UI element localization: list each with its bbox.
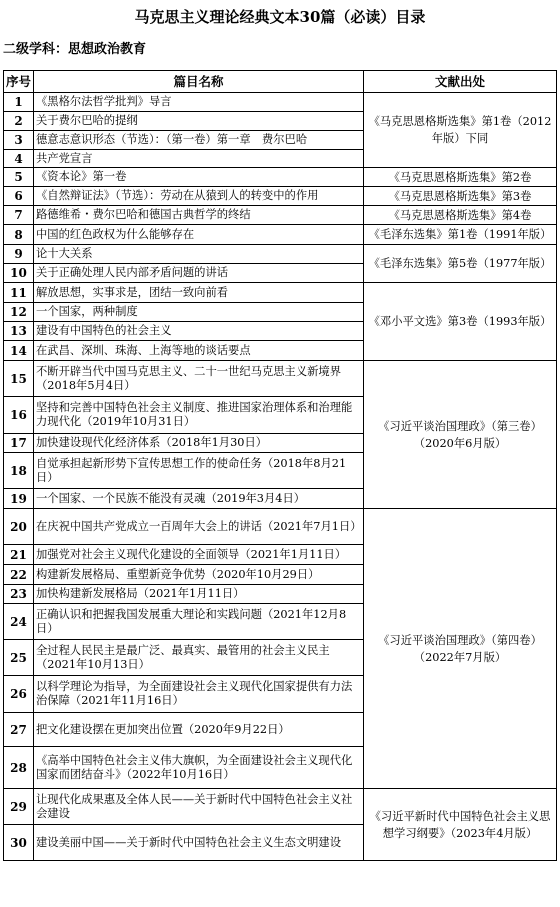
source-cell: 《习近平谈治国理政》（第四卷）（2022年7月版） — [364, 509, 557, 789]
table-row — [4, 206, 557, 225]
row-title: 自觉承担起新形势下宣传思想工作的使命任务（2018年8月21日） — [34, 453, 364, 489]
source-cell: 《马克思恩格斯选集》第1卷（2012年版）下同 — [364, 93, 557, 168]
table-row — [4, 168, 557, 187]
source-cell: 《邓小平文选》第3卷（1993年版） — [364, 283, 557, 361]
source-cell: 《习近平新时代中国特色社会主义思想学习纲要》（2023年4月版） — [364, 789, 557, 861]
row-num: 12 — [4, 303, 34, 322]
row-num: 10 — [4, 264, 34, 283]
row-title: 《资本论》第一卷 — [34, 168, 364, 187]
row-title: 加强党对社会主义现代化建设的全面领导（2021年1月11日） — [34, 545, 364, 565]
table-row — [4, 225, 557, 245]
source-cell: 《毛泽东选集》第1卷（1991年版） — [364, 225, 557, 245]
row-num: 13 — [4, 322, 34, 341]
source-cell: 《马克思恩格斯选集》第2卷 — [364, 168, 557, 187]
row-title: 坚持和完善中国特色社会主义制度、推进国家治理体系和治理能力现代化（2019年10月31日） — [34, 397, 364, 434]
row-num: 4 — [4, 150, 34, 168]
row-title: 不断开辟当代中国马克思主义、二十一世纪马克思主义新境界（2018年5月4日） — [34, 361, 364, 397]
row-num: 11 — [4, 283, 34, 303]
row-title: 在武昌、深圳、珠海、上海等地的谈话要点 — [34, 341, 364, 361]
row-title: 关于费尔巴哈的提纲 — [34, 112, 364, 131]
row-title: 中国的红色政权为什么能够存在 — [34, 225, 364, 245]
header-source: 文献出处 — [364, 71, 557, 93]
row-title: 让现代化成果惠及全体人民——关于新时代中国特色社会主义社会建设 — [34, 789, 364, 825]
row-num: 1 — [4, 93, 34, 112]
row-title: 加快建设现代化经济体系（2018年1月30日） — [34, 434, 364, 453]
discipline-subtitle: 二级学科：思想政治教育 — [3, 42, 147, 57]
row-num: 3 — [4, 131, 34, 150]
header-num: 序号 — [4, 71, 34, 93]
row-num: 5 — [4, 168, 34, 187]
row-num: 7 — [4, 206, 34, 225]
document-title: 马克思主义理论经典文本30篇（必读）目录 — [134, 8, 426, 26]
table-row — [4, 283, 557, 303]
row-title: 正确认识和把握我国发展重大理论和实践问题（2021年12月8日） — [34, 604, 364, 640]
row-title: 《自然辩证法》（节选）：劳动在从猿到人的转变中的作用 — [34, 187, 364, 206]
row-num: 9 — [4, 245, 34, 264]
row-num: 16 — [4, 397, 34, 434]
row-title: 建设美丽中国——关于新时代中国特色社会主义生态文明建设 — [34, 825, 364, 861]
catalog-table — [3, 70, 557, 861]
row-num: 26 — [4, 676, 34, 713]
row-num: 8 — [4, 225, 34, 245]
table-row — [4, 789, 557, 825]
row-title: 构建新发展格局、重塑新竞争优势（2020年10月29日） — [34, 565, 364, 585]
table-row — [4, 509, 557, 545]
row-title: 建设有中国特色的社会主义 — [34, 322, 364, 341]
source-cell: 《毛泽东选集》第5卷（1977年版） — [364, 245, 557, 283]
row-title: 加快构建新发展格局（2021年1月11日） — [34, 585, 364, 604]
row-num: 22 — [4, 565, 34, 585]
row-num: 30 — [4, 825, 34, 861]
row-title: 德意志意识形态（节选）：（第一卷）第一章 费尔巴哈 — [34, 131, 364, 150]
row-num: 28 — [4, 747, 34, 789]
row-num: 15 — [4, 361, 34, 397]
source-cell: 《马克思恩格斯选集》第4卷 — [364, 206, 557, 225]
row-num: 29 — [4, 789, 34, 825]
row-num: 14 — [4, 341, 34, 361]
row-title: 全过程人民民主是最广泛、最真实、最管用的社会主义民主（2021年10月13日） — [34, 640, 364, 676]
table-row — [4, 187, 557, 206]
row-title: 以科学理论为指导，为全面建设社会主义现代化国家提供有力法治保障（2021年11月16日） — [34, 676, 364, 713]
row-num: 27 — [4, 713, 34, 747]
table-row — [4, 361, 557, 397]
row-title: 关于正确处理人民内部矛盾问题的讲话 — [34, 264, 364, 283]
row-title: 在庆祝中国共产党成立一百周年大会上的讲话（2021年7月1日） — [34, 509, 364, 545]
row-num: 25 — [4, 640, 34, 676]
row-title: 《黑格尔法哲学批判》导言 — [34, 93, 364, 112]
row-title: 一个国家、一个民族不能没有灵魂（2019年3月4日） — [34, 489, 364, 509]
row-num: 23 — [4, 585, 34, 604]
row-title: 论十大关系 — [34, 245, 364, 264]
header-row — [4, 71, 557, 93]
source-cell: 《习近平谈治国理政》（第三卷）（2020年6月版） — [364, 361, 557, 509]
row-num: 20 — [4, 509, 34, 545]
row-num: 19 — [4, 489, 34, 509]
row-title: 路德维希・费尔巴哈和德国古典哲学的终结 — [34, 206, 364, 225]
row-num: 17 — [4, 434, 34, 453]
header-name: 篇目名称 — [34, 71, 364, 93]
row-title: 把文化建设摆在更加突出位置（2020年9月22日） — [34, 713, 364, 747]
row-title: 一个国家，两种制度 — [34, 303, 364, 322]
table-row — [4, 93, 557, 112]
row-num: 6 — [4, 187, 34, 206]
row-num: 2 — [4, 112, 34, 131]
row-title: 《高举中国特色社会主义伟大旗帜，为全面建设社会主义现代化国家而团结奋斗》（2022年10月16日） — [34, 747, 364, 789]
row-title: 共产党宣言 — [34, 150, 364, 168]
row-title: 解放思想，实事求是，团结一致向前看 — [34, 283, 364, 303]
row-num: 24 — [4, 604, 34, 640]
row-num: 18 — [4, 453, 34, 489]
source-cell: 《马克思恩格斯选集》第3卷 — [364, 187, 557, 206]
row-num: 21 — [4, 545, 34, 565]
table-row — [4, 245, 557, 264]
